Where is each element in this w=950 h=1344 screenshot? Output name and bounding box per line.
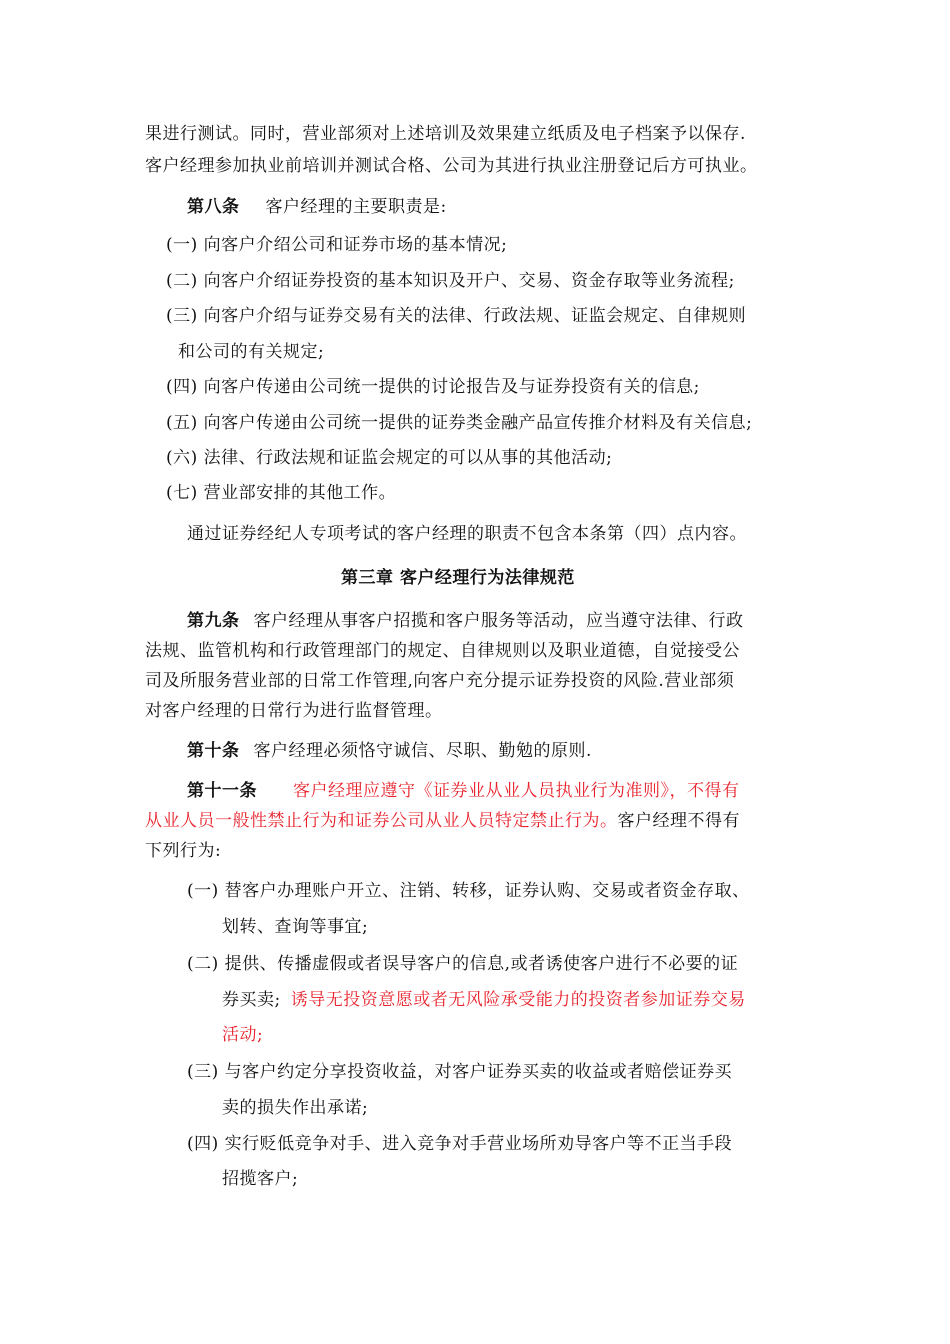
article-8-item-7: (七) 营业部安排的其他工作。 <box>166 483 397 503</box>
article-11-red-line-2: 从业人员一般性禁止行为和证券公司从业人员特定禁止行为。 <box>145 811 618 831</box>
article-11-item-2-red: 诱导无投资意愿或者无风险承受能力的投资者参加证券交易 <box>290 990 746 1010</box>
article-8-item-4: (四) 向客户传递由公司统一提供的讨论报告及与证券投资有关的信息; <box>166 377 700 397</box>
article-9-line-3: 司及所服务营业部的日常工作管理,向客户充分提示证券投资的风险.营业部须 <box>145 671 735 691</box>
article-11-line-3: 下列行为: <box>145 841 222 861</box>
article-8-item-5: (五) 向客户传递由公司统一提供的证券类金融产品宣传推介材料及有关信息; <box>166 413 753 433</box>
intro-line-1: 果进行测试。同时，营业部须对上述培训及效果建立纸质及电子档案予以保存. <box>145 124 746 144</box>
article-10-paragraph <box>187 740 592 762</box>
article-11-black-line-2: 客户经理不得有 <box>617 811 740 831</box>
article-8-item-6: (六) 法律、行政法规和证监会规定的可以从事的其他活动; <box>166 448 613 468</box>
intro-line-2: 客户经理参加执业前培训并测试合格、公司为其进行执业注册登记后方可执业。 <box>145 156 758 176</box>
article-8-item-1: (一) 向客户介绍公司和证券市场的基本情况; <box>166 235 508 255</box>
article-8-item-2: (二) 向客户介绍证券投资的基本知识及开户、交易、资金存取等业务流程; <box>166 271 735 291</box>
article-11-item-3: (三) 与客户约定分享投资收益，对客户证券买卖的收益或者赔偿证券买 <box>187 1062 733 1082</box>
article-8-heading: 第八条 <box>187 197 240 217</box>
article-9-line-1: 客户经理从事客户招揽和客户服务等活动，应当遵守法律、行政 <box>253 611 744 631</box>
article-10-heading: 第十条 <box>187 741 240 761</box>
article-9-line-4: 对客户经理的日常行为进行监督管理。 <box>145 701 443 721</box>
article-9-line-2: 法规、监管机构和行政管理部门的规定、自律规则以及职业道德，自觉接受公 <box>145 641 740 661</box>
article-11-red-line-1: 客户经理应遵守《证券业从业人员执业行为准则》，不得有 <box>293 781 740 801</box>
article-8-item-3: (三) 向客户介绍与证券交易有关的法律、行政法规、证监会规定、自律规则 <box>166 306 747 326</box>
article-10-text: 客户经理必须恪守诚信、尽职、勤勉的原则. <box>253 741 592 761</box>
article-11-item-2: (二) 提供、传播虚假或者误导客户的信息,或者诱使客户进行不必要的证 <box>187 954 739 974</box>
article-8-lead: 客户经理的主要职责是: <box>265 197 447 217</box>
article-11-heading: 第十一条 <box>187 781 257 801</box>
article-8-note: 通过证券经纪人专项考试的客户经理的职责不包含本条第（四）点内容。 <box>187 524 747 544</box>
article-9-heading: 第九条 <box>187 611 240 631</box>
article-11-first-line <box>187 780 740 802</box>
article-8-paragraph <box>187 196 447 218</box>
article-11-item-2-cont <box>222 989 746 1011</box>
article-11-item-1-cont: 划转、查询等事宜; <box>222 917 369 937</box>
chapter-3-title: 第三章 客户经理行为法律规范 <box>341 568 575 588</box>
article-11-item-2-red-cont: 活动; <box>222 1025 264 1045</box>
article-11-item-2-black: 券买卖; <box>222 990 281 1010</box>
article-11-item-3-cont: 卖的损失作出承诺; <box>222 1098 369 1118</box>
article-11-item-4-cont: 招揽客户; <box>222 1169 299 1189</box>
article-9-first-line <box>187 610 744 632</box>
article-11-item-4: (四) 实行贬低竞争对手、进入竞争对手营业场所劝导客户等不正当手段 <box>187 1134 733 1154</box>
article-11-item-1: (一) 替客户办理账户开立、注销、转移，证券认购、交易或者资金存取、 <box>187 881 750 901</box>
article-11-line-2 <box>145 810 740 832</box>
article-8-item-3-cont: 和公司的有关规定; <box>178 342 325 362</box>
